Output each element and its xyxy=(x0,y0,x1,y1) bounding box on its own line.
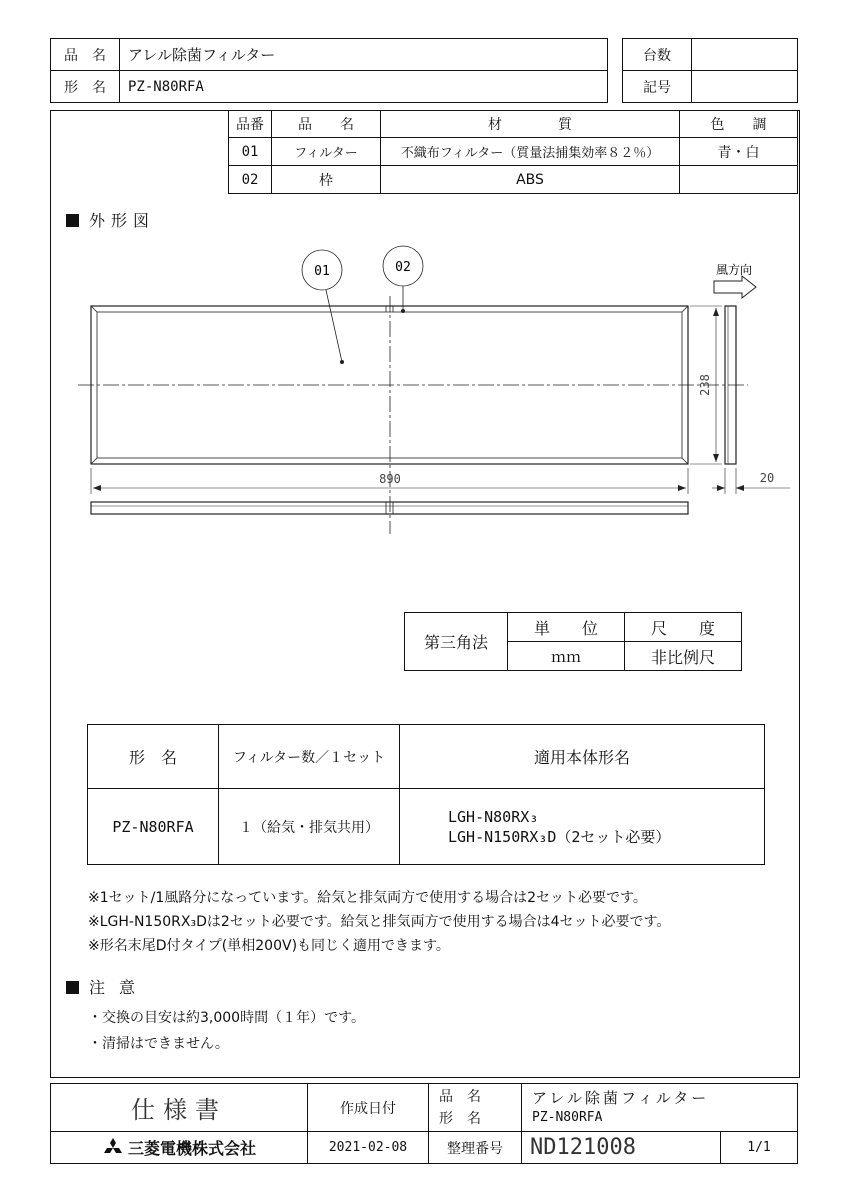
applicable-model-2: LGH-N150RX₃D（2セット必要） xyxy=(448,827,671,846)
projection-method: 第三角法 xyxy=(405,613,508,671)
footer-name-label: 品 名 xyxy=(439,1088,481,1105)
footer-model-label: 形 名 xyxy=(439,1110,481,1127)
note-line: ※LGH-N150RX₃Dは2セット必要です。給気と排気両方で使用する場合は4セット必要です。 xyxy=(88,914,671,930)
caution-item: ・交換の目安は約3,000時間（１年）です。 xyxy=(88,1010,365,1026)
mitsubishi-logo-icon xyxy=(102,1138,124,1158)
ref-label: 整理番号 xyxy=(429,1132,522,1164)
note-line: ※形名末尾D付タイプ(単相200V)も同じく適用できます。 xyxy=(88,938,450,954)
filter-bottom-view xyxy=(91,502,688,514)
projection-table xyxy=(404,612,742,671)
footer-model: PZ-N80RFA xyxy=(532,1109,603,1125)
ref-number: ND121008 xyxy=(522,1132,721,1164)
doc-type: 仕様書 xyxy=(51,1084,308,1132)
dim-depth: 20 xyxy=(759,471,775,485)
caution-section-title: 注意 xyxy=(66,975,149,998)
model-cell: PZ-N80RFA xyxy=(88,789,219,865)
scale-value: 非比例尺 xyxy=(625,642,742,671)
count-cell: １（給気・排気共用） xyxy=(219,789,400,865)
name-model-labels xyxy=(429,1084,522,1132)
parts-row-material: 不織布フィルター（質量法捕集効率８２％） xyxy=(381,138,680,166)
dim-width: 890 xyxy=(379,472,401,486)
page-number: 1/1 xyxy=(721,1132,798,1164)
parts-header-name: 品 名 xyxy=(272,111,381,138)
unit-label: 単 位 xyxy=(508,613,625,642)
parts-header-color: 色 調 xyxy=(680,111,798,138)
parts-header-no: 品番 xyxy=(229,111,272,138)
notes xyxy=(88,886,670,958)
wind-direction-arrow-icon xyxy=(714,276,756,298)
balloon-02-text: 02 xyxy=(395,260,411,275)
created-date: 2021-02-08 xyxy=(308,1132,429,1164)
caution-list xyxy=(88,1005,365,1057)
note-line: ※1セット/1風路分になっています。給気と排気両方で使用する場合は2セット必要です。 xyxy=(88,890,647,906)
parts-header-material: 材 質 xyxy=(381,111,680,138)
dim-height: 238 xyxy=(698,374,712,396)
title-block xyxy=(50,1083,798,1164)
model-table xyxy=(87,724,765,865)
count-label: 台数 xyxy=(623,39,692,71)
outline-section-title: 外形図 xyxy=(66,208,155,231)
parts-row-no: 01 xyxy=(229,138,272,166)
parts-row-name: フィルター xyxy=(272,138,381,166)
scale-label: 尺 度 xyxy=(625,613,742,642)
parts-row-material: ABS xyxy=(381,166,680,194)
applicable-cell xyxy=(400,789,765,865)
parts-row-no: 02 xyxy=(229,166,272,194)
product-name: アレル除菌フィルター xyxy=(120,39,608,71)
applicable-header: 適用本体形名 xyxy=(400,725,765,789)
model-header: 形 名 xyxy=(88,725,219,789)
parts-row-color: 青・白 xyxy=(680,138,798,166)
wind-label: 風方向 xyxy=(715,263,753,277)
model: PZ-N80RFA xyxy=(120,71,608,103)
count-header: フィルター数／１セット xyxy=(219,725,400,789)
applicable-model-1: LGH-N80RX₃ xyxy=(448,807,539,826)
name-model-values xyxy=(522,1084,798,1132)
outline-drawing xyxy=(0,0,848,560)
created-label: 作成日付 xyxy=(308,1084,429,1132)
caution-item: ・清掃はできません。 xyxy=(88,1036,229,1052)
square-bullet-icon xyxy=(66,981,79,994)
parts-row-name: 枠 xyxy=(272,166,381,194)
product-name-label: 品 名 xyxy=(51,39,120,71)
company-cell xyxy=(51,1132,308,1164)
model-label: 形 名 xyxy=(51,71,120,103)
mark-label: 記号 xyxy=(623,71,692,103)
unit-value: ｍｍ xyxy=(508,642,625,671)
footer-product-name: アレル除菌フィルター xyxy=(532,1088,710,1107)
balloon-01-text: 01 xyxy=(314,264,330,279)
company-name: 三菱電機株式会社 xyxy=(127,1139,256,1158)
